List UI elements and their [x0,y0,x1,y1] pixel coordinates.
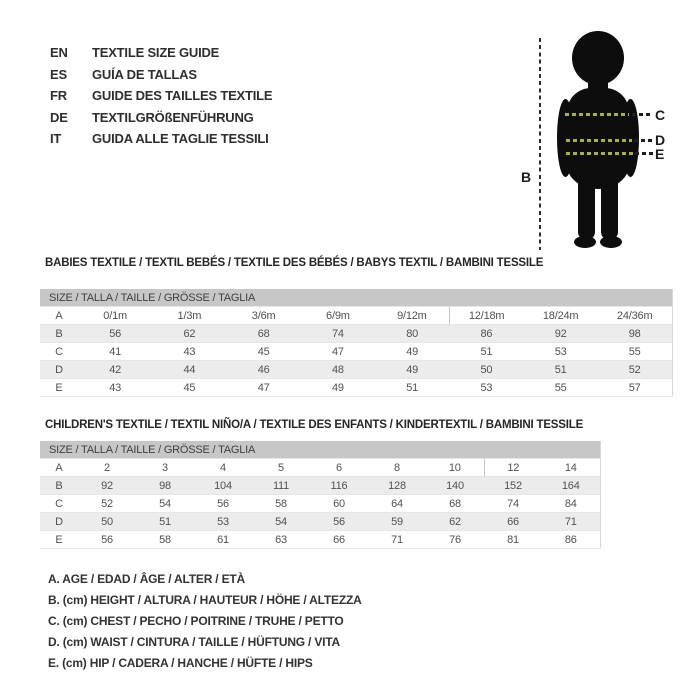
language-title: TEXTILGRÖßENFÜHRUNG [92,109,254,125]
size-cell: 6/9m [301,307,375,325]
size-cell: 51 [449,343,523,361]
size-cell: 84 [542,495,600,513]
size-cell: 48 [301,361,375,379]
size-cell: 6 [310,459,368,477]
waist-measure-line [566,139,632,142]
size-cell: 86 [542,531,600,549]
table-row [40,477,600,495]
size-cell: 3/6m [227,307,301,325]
language-title: TEXTILE SIZE GUIDE [92,45,220,61]
size-cell: 12 [484,459,542,477]
size-cell: 140 [426,477,484,495]
children-table-title: CHILDREN'S TEXTILE / TEXTIL NIÑO/A / TEXTILE DES ENFANTS / KINDERTEXTIL / BAMBINI TESSILE [45,419,584,431]
size-cell: 54 [136,495,194,513]
size-cell: 47 [227,379,301,397]
size-cell: 98 [598,325,672,343]
table-row [40,459,600,477]
size-cell: 76 [426,531,484,549]
measurement-legend [48,568,362,673]
size-cell: 58 [136,531,194,549]
size-cell: 152 [484,477,542,495]
language-code: IT [50,131,62,147]
size-header: SIZE / TALLA / TAILLE / GRÖSSE / TAGLIA [40,441,600,459]
language-row [50,64,272,86]
legend-item: E. (cm) HIP / CADERA / HANCHE / HÜFTE / HIPS [48,655,313,670]
waist-measure-line-ext [634,139,653,142]
table-row [40,495,600,513]
size-cell: 62 [426,513,484,531]
row-label: A [40,459,78,477]
table-row [40,513,600,531]
label-e: E [655,146,665,162]
size-cell: 51 [524,361,598,379]
language-code: DE [50,109,68,125]
size-cell: 80 [375,325,449,343]
size-cell: 63 [252,531,310,549]
size-cell: 50 [78,513,136,531]
size-cell: 86 [449,325,523,343]
size-cell: 164 [542,477,600,495]
size-cell: 51 [136,513,194,531]
size-cell: 56 [78,325,152,343]
size-cell: 44 [152,361,226,379]
table-row [40,361,672,379]
size-cell: 56 [78,531,136,549]
size-cell: 43 [78,379,152,397]
size-header-row [40,441,600,459]
size-cell: 56 [194,495,252,513]
size-cell: 4 [194,459,252,477]
row-label: B [40,477,78,495]
size-table [40,441,601,549]
size-cell: 56 [310,513,368,531]
size-cell: 71 [542,513,600,531]
size-cell: 55 [524,379,598,397]
size-cell: 45 [152,379,226,397]
table-row [40,325,672,343]
hip-measure-line [566,152,633,155]
language-row [50,85,272,107]
size-cell: 66 [484,513,542,531]
label-c: C [655,107,666,123]
height-measure-line [539,38,541,250]
children-size-table [40,441,601,549]
size-cell: 74 [301,325,375,343]
size-cell: 12/18m [449,307,523,325]
size-cell: 66 [310,531,368,549]
row-label: D [40,361,78,379]
size-cell: 52 [598,361,672,379]
label-b: B [521,169,532,185]
babies-size-table [40,289,673,397]
size-cell: 52 [78,495,136,513]
size-cell: 43 [152,343,226,361]
size-cell: 55 [598,343,672,361]
size-cell: 64 [368,495,426,513]
size-cell: 104 [194,477,252,495]
babies-table-title: BABIES TEXTILE / TEXTIL BEBÉS / TEXTILE DES BÉBÉS / BABYS TEXTIL / BAMBINI TESSILE [45,257,544,269]
measurement-figure [510,26,696,262]
size-cell: 92 [524,325,598,343]
row-label: E [40,531,78,549]
row-label: B [40,325,78,343]
size-cell: 1/3m [152,307,226,325]
size-cell: 98 [136,477,194,495]
row-label: C [40,343,78,361]
legend-item: B. (cm) HEIGHT / ALTURA / HAUTEUR / HÖHE / ALTEZZA [48,592,362,607]
size-cell: 57 [598,379,672,397]
size-cell: 3 [136,459,194,477]
size-cell: 24/36m [598,307,672,325]
size-cell: 47 [301,343,375,361]
hip-measure-line-ext [635,152,653,155]
size-cell: 50 [449,361,523,379]
size-cell: 128 [368,477,426,495]
size-cell: 62 [152,325,226,343]
size-cell: 41 [78,343,152,361]
language-title: GUIDE DES TAILLES TEXTILE [92,88,273,104]
size-cell: 9/12m [375,307,449,325]
size-cell: 71 [368,531,426,549]
row-label: E [40,379,78,397]
size-cell: 59 [368,513,426,531]
size-cell: 49 [375,361,449,379]
row-label: C [40,495,78,513]
language-code: FR [50,88,67,104]
size-cell: 53 [194,513,252,531]
size-cell: 0/1m [78,307,152,325]
size-cell: 51 [375,379,449,397]
size-cell: 42 [78,361,152,379]
size-cell: 2 [78,459,136,477]
size-header: SIZE / TALLA / TAILLE / GRÖSSE / TAGLIA [40,289,672,307]
size-cell: 8 [368,459,426,477]
size-cell: 74 [484,495,542,513]
size-cell: 60 [310,495,368,513]
size-cell: 58 [252,495,310,513]
size-cell: 68 [227,325,301,343]
language-title: GUÍA DE TALLAS [92,66,197,82]
size-cell: 111 [252,477,310,495]
size-cell: 5 [252,459,310,477]
label-d: D [655,132,666,148]
size-header-row [40,289,672,307]
chest-measure-line [565,113,629,116]
size-cell: 53 [449,379,523,397]
chest-measure-line-ext [632,113,652,116]
size-cell: 14 [542,459,600,477]
row-label: D [40,513,78,531]
size-cell: 53 [524,343,598,361]
table-row [40,343,672,361]
size-cell: 92 [78,477,136,495]
language-code: ES [50,66,67,82]
legend-item: C. (cm) CHEST / PECHO / POITRINE / TRUHE / PETTO [48,613,344,628]
row-label: A [40,307,78,325]
size-cell: 45 [227,343,301,361]
table-row [40,307,672,325]
legend-item: A. AGE / EDAD / ÂGE / ALTER / ETÀ [48,571,245,586]
table-row [40,531,600,549]
size-table [40,289,673,397]
size-cell: 61 [194,531,252,549]
legend-item: D. (cm) WAIST / CINTURA / TAILLE / HÜFTUNG / VITA [48,634,340,649]
size-cell: 49 [301,379,375,397]
size-cell: 54 [252,513,310,531]
language-code: EN [50,45,68,61]
size-cell: 46 [227,361,301,379]
language-row [50,107,272,129]
size-cell: 49 [375,343,449,361]
language-row [50,128,272,150]
size-cell: 10 [426,459,484,477]
size-cell: 116 [310,477,368,495]
table-row [40,379,672,397]
size-cell: 68 [426,495,484,513]
language-title-list [50,42,272,150]
language-row [50,42,272,64]
language-title: GUIDA ALLE TAGLIE TESSILI [92,131,269,147]
size-cell: 18/24m [524,307,598,325]
size-cell: 81 [484,531,542,549]
